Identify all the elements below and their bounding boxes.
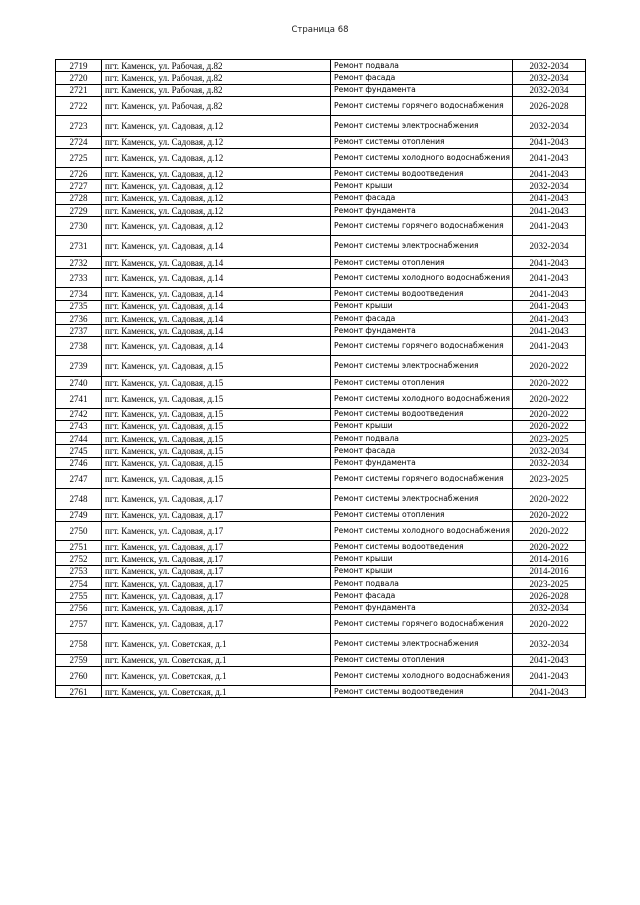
row-period: 2041-2043: [513, 136, 586, 148]
row-work-type: Ремонт системы горячего водоснабжения: [331, 470, 513, 489]
table-row: [56, 337, 586, 356]
row-work-type: Ремонт крыши: [331, 180, 513, 192]
row-work-type: Ремонт подвала: [331, 433, 513, 445]
row-address: пгт. Каменск, ул. Садовая, д.12: [102, 217, 331, 236]
table-row: [56, 356, 586, 377]
row-number: 2725: [56, 148, 102, 167]
row-address: пгт. Каменск, ул. Рабочая, д.82: [102, 84, 331, 96]
row-period: 2023-2025: [513, 578, 586, 590]
table-row: [56, 667, 586, 686]
works-table: [55, 59, 586, 698]
table-row: [56, 489, 586, 510]
row-period: 2041-2043: [513, 300, 586, 312]
row-address: пгт. Каменск, ул. Садовая, д.17: [102, 553, 331, 565]
table-row: [56, 115, 586, 136]
row-number: 2737: [56, 325, 102, 337]
row-period: 2041-2043: [513, 148, 586, 167]
row-period: 2041-2043: [513, 256, 586, 268]
row-period: 2032-2034: [513, 180, 586, 192]
table-row: [56, 590, 586, 602]
table-row: [56, 148, 586, 167]
table-row: [56, 167, 586, 179]
row-address: пгт. Каменск, ул. Садовая, д.17: [102, 489, 331, 510]
row-address: пгт. Каменск, ул. Садовая, д.15: [102, 445, 331, 457]
row-address: пгт. Каменск, ул. Садовая, д.12: [102, 167, 331, 179]
table-row: [56, 312, 586, 324]
row-number: 2720: [56, 72, 102, 84]
row-work-type: Ремонт системы водоотведения: [331, 288, 513, 300]
row-address: пгт. Каменск, ул. Советская, д.1: [102, 633, 331, 654]
table-row: [56, 614, 586, 633]
row-number: 2748: [56, 489, 102, 510]
row-number: 2732: [56, 256, 102, 268]
row-number: 2753: [56, 565, 102, 577]
row-work-type: Ремонт фундамента: [331, 325, 513, 337]
row-address: пгт. Каменск, ул. Советская, д.1: [102, 667, 331, 686]
row-work-type: Ремонт системы отопления: [331, 256, 513, 268]
row-address: пгт. Каменск, ул. Садовая, д.14: [102, 325, 331, 337]
row-work-type: Ремонт системы водоотведения: [331, 167, 513, 179]
row-work-type: Ремонт системы электроснабжения: [331, 489, 513, 510]
row-work-type: Ремонт системы водоотведения: [331, 408, 513, 420]
row-address: пгт. Каменск, ул. Садовая, д.17: [102, 614, 331, 633]
row-work-type: Ремонт системы водоотведения: [331, 541, 513, 553]
table-row: [56, 288, 586, 300]
row-work-type: Ремонт фундамента: [331, 602, 513, 614]
row-number: 2740: [56, 377, 102, 389]
row-work-type: Ремонт системы холодного водоснабжения: [331, 522, 513, 541]
row-address: пгт. Каменск, ул. Садовая, д.12: [102, 204, 331, 216]
row-period: 2023-2025: [513, 470, 586, 489]
table-row: [56, 300, 586, 312]
row-work-type: Ремонт фундамента: [331, 84, 513, 96]
row-address: пгт. Каменск, ул. Садовая, д.14: [102, 300, 331, 312]
row-address: пгт. Каменск, ул. Садовая, д.12: [102, 192, 331, 204]
row-number: 2744: [56, 433, 102, 445]
row-period: 2041-2043: [513, 217, 586, 236]
row-work-type: Ремонт фасада: [331, 590, 513, 602]
row-number: 2739: [56, 356, 102, 377]
row-work-type: Ремонт системы отопления: [331, 136, 513, 148]
table-row: [56, 408, 586, 420]
table-row: [56, 565, 586, 577]
row-address: пгт. Каменск, ул. Садовая, д.17: [102, 565, 331, 577]
table-row: [56, 389, 586, 408]
row-work-type: Ремонт крыши: [331, 553, 513, 565]
row-work-type: Ремонт крыши: [331, 300, 513, 312]
row-number: 2728: [56, 192, 102, 204]
row-period: 2020-2022: [513, 522, 586, 541]
row-address: пгт. Каменск, ул. Садовая, д.14: [102, 312, 331, 324]
row-number: 2750: [56, 522, 102, 541]
row-address: пгт. Каменск, ул. Садовая, д.14: [102, 269, 331, 288]
row-work-type: Ремонт системы электроснабжения: [331, 115, 513, 136]
row-address: пгт. Каменск, ул. Садовая, д.15: [102, 457, 331, 469]
table-row: [56, 578, 586, 590]
row-address: пгт. Каменск, ул. Советская, д.1: [102, 654, 331, 666]
row-number: 2735: [56, 300, 102, 312]
table-row: [56, 470, 586, 489]
row-number: 2733: [56, 269, 102, 288]
row-address: пгт. Каменск, ул. Рабочая, д.82: [102, 96, 331, 115]
table-row: [56, 522, 586, 541]
row-address: пгт. Каменск, ул. Садовая, д.14: [102, 337, 331, 356]
table-row: [56, 236, 586, 257]
row-work-type: Ремонт крыши: [331, 565, 513, 577]
row-address: пгт. Каменск, ул. Садовая, д.17: [102, 590, 331, 602]
row-work-type: Ремонт подвала: [331, 60, 513, 72]
row-work-type: Ремонт фасада: [331, 445, 513, 457]
row-number: 2727: [56, 180, 102, 192]
row-period: 2020-2022: [513, 420, 586, 432]
row-work-type: Ремонт системы отопления: [331, 377, 513, 389]
row-work-type: Ремонт системы холодного водоснабжения: [331, 389, 513, 408]
row-period: 2020-2022: [513, 389, 586, 408]
row-period: 2032-2034: [513, 84, 586, 96]
row-period: 2041-2043: [513, 654, 586, 666]
row-work-type: Ремонт подвала: [331, 578, 513, 590]
row-period: 2023-2025: [513, 433, 586, 445]
row-address: пгт. Каменск, ул. Садовая, д.15: [102, 356, 331, 377]
row-number: 2743: [56, 420, 102, 432]
row-address: пгт. Каменск, ул. Садовая, д.17: [102, 578, 331, 590]
row-period: 2020-2022: [513, 356, 586, 377]
row-number: 2724: [56, 136, 102, 148]
row-number: 2755: [56, 590, 102, 602]
row-period: 2041-2043: [513, 269, 586, 288]
row-work-type: Ремонт системы холодного водоснабжения: [331, 667, 513, 686]
row-period: 2032-2034: [513, 115, 586, 136]
row-address: пгт. Каменск, ул. Садовая, д.14: [102, 256, 331, 268]
row-number: 2751: [56, 541, 102, 553]
row-number: 2723: [56, 115, 102, 136]
row-work-type: Ремонт системы горячего водоснабжения: [331, 217, 513, 236]
row-address: пгт. Каменск, ул. Рабочая, д.82: [102, 72, 331, 84]
row-address: пгт. Каменск, ул. Садовая, д.12: [102, 115, 331, 136]
row-number: 2721: [56, 84, 102, 96]
row-period: 2020-2022: [513, 509, 586, 521]
row-address: пгт. Каменск, ул. Советская, д.1: [102, 686, 331, 698]
row-period: 2041-2043: [513, 167, 586, 179]
row-period: 2020-2022: [513, 489, 586, 510]
row-address: пгт. Каменск, ул. Рабочая, д.82: [102, 60, 331, 72]
table-row: [56, 84, 586, 96]
row-address: пгт. Каменск, ул. Садовая, д.17: [102, 522, 331, 541]
row-period: 2041-2043: [513, 312, 586, 324]
table-row: [56, 204, 586, 216]
row-number: 2729: [56, 204, 102, 216]
table-row: [56, 686, 586, 698]
row-number: 2741: [56, 389, 102, 408]
row-number: 2758: [56, 633, 102, 654]
row-period: 2032-2034: [513, 60, 586, 72]
row-number: 2756: [56, 602, 102, 614]
table-row: [56, 420, 586, 432]
row-period: 2041-2043: [513, 686, 586, 698]
row-address: пгт. Каменск, ул. Садовая, д.12: [102, 148, 331, 167]
table-row: [56, 325, 586, 337]
row-period: 2020-2022: [513, 541, 586, 553]
table-row: [56, 96, 586, 115]
row-address: пгт. Каменск, ул. Садовая, д.15: [102, 470, 331, 489]
row-number: 2754: [56, 578, 102, 590]
row-number: 2719: [56, 60, 102, 72]
table-row: [56, 192, 586, 204]
row-period: 2020-2022: [513, 377, 586, 389]
row-work-type: Ремонт фасада: [331, 312, 513, 324]
row-number: 2742: [56, 408, 102, 420]
row-period: 2032-2034: [513, 236, 586, 257]
row-work-type: Ремонт системы холодного водоснабжения: [331, 269, 513, 288]
row-number: 2746: [56, 457, 102, 469]
table-row: [56, 445, 586, 457]
row-period: 2032-2034: [513, 602, 586, 614]
row-address: пгт. Каменск, ул. Садовая, д.15: [102, 420, 331, 432]
row-address: пгт. Каменск, ул. Садовая, д.15: [102, 389, 331, 408]
row-period: 2026-2028: [513, 590, 586, 602]
row-number: 2726: [56, 167, 102, 179]
row-address: пгт. Каменск, ул. Садовая, д.17: [102, 509, 331, 521]
row-address: пгт. Каменск, ул. Садовая, д.14: [102, 236, 331, 257]
table-row: [56, 541, 586, 553]
row-number: 2730: [56, 217, 102, 236]
row-number: 2761: [56, 686, 102, 698]
row-number: 2759: [56, 654, 102, 666]
row-work-type: Ремонт фасада: [331, 72, 513, 84]
row-period: 2032-2034: [513, 445, 586, 457]
row-period: 2020-2022: [513, 614, 586, 633]
table-row: [56, 654, 586, 666]
row-number: 2731: [56, 236, 102, 257]
table-row: [56, 509, 586, 521]
works-table-body: [56, 60, 586, 698]
table-row: [56, 180, 586, 192]
row-number: 2749: [56, 509, 102, 521]
row-address: пгт. Каменск, ул. Садовая, д.12: [102, 180, 331, 192]
row-work-type: Ремонт фундамента: [331, 457, 513, 469]
table-row: [56, 217, 586, 236]
table-row: [56, 136, 586, 148]
row-address: пгт. Каменск, ул. Садовая, д.14: [102, 288, 331, 300]
row-work-type: Ремонт системы электроснабжения: [331, 356, 513, 377]
table-row: [56, 457, 586, 469]
row-number: 2745: [56, 445, 102, 457]
table-row: [56, 269, 586, 288]
table-row: [56, 633, 586, 654]
row-period: 2041-2043: [513, 192, 586, 204]
row-address: пгт. Каменск, ул. Садовая, д.15: [102, 408, 331, 420]
row-period: 2041-2043: [513, 325, 586, 337]
row-period: 2032-2034: [513, 633, 586, 654]
row-period: 2041-2043: [513, 667, 586, 686]
row-work-type: Ремонт фасада: [331, 192, 513, 204]
row-number: 2736: [56, 312, 102, 324]
row-work-type: Ремонт системы электроснабжения: [331, 236, 513, 257]
row-work-type: Ремонт системы холодного водоснабжения: [331, 148, 513, 167]
row-number: 2752: [56, 553, 102, 565]
table-row: [56, 72, 586, 84]
row-address: пгт. Каменск, ул. Садовая, д.15: [102, 433, 331, 445]
row-work-type: Ремонт системы отопления: [331, 654, 513, 666]
row-number: 2747: [56, 470, 102, 489]
table-row: [56, 377, 586, 389]
row-period: 2041-2043: [513, 288, 586, 300]
row-address: пгт. Каменск, ул. Садовая, д.15: [102, 377, 331, 389]
row-period: 2041-2043: [513, 337, 586, 356]
row-number: 2722: [56, 96, 102, 115]
table-row: [56, 553, 586, 565]
row-work-type: Ремонт крыши: [331, 420, 513, 432]
table-row: [56, 433, 586, 445]
row-work-type: Ремонт системы горячего водоснабжения: [331, 337, 513, 356]
row-period: 2041-2043: [513, 204, 586, 216]
row-address: пгт. Каменск, ул. Садовая, д.17: [102, 541, 331, 553]
table-row: [56, 256, 586, 268]
row-number: 2738: [56, 337, 102, 356]
row-work-type: Ремонт системы электроснабжения: [331, 633, 513, 654]
row-period: 2032-2034: [513, 72, 586, 84]
row-work-type: Ремонт системы горячего водоснабжения: [331, 96, 513, 115]
row-work-type: Ремонт системы водоотведения: [331, 686, 513, 698]
row-number: 2757: [56, 614, 102, 633]
row-work-type: Ремонт системы отопления: [331, 509, 513, 521]
page-header: Страница 68: [291, 25, 349, 35]
row-period: 2014-2016: [513, 553, 586, 565]
row-period: 2014-2016: [513, 565, 586, 577]
row-period: 2032-2034: [513, 457, 586, 469]
table-row: [56, 602, 586, 614]
row-number: 2760: [56, 667, 102, 686]
row-address: пгт. Каменск, ул. Садовая, д.17: [102, 602, 331, 614]
row-number: 2734: [56, 288, 102, 300]
row-work-type: Ремонт фундамента: [331, 204, 513, 216]
row-address: пгт. Каменск, ул. Садовая, д.12: [102, 136, 331, 148]
table-row: [56, 60, 586, 72]
row-period: 2026-2028: [513, 96, 586, 115]
row-period: 2020-2022: [513, 408, 586, 420]
row-work-type: Ремонт системы горячего водоснабжения: [331, 614, 513, 633]
